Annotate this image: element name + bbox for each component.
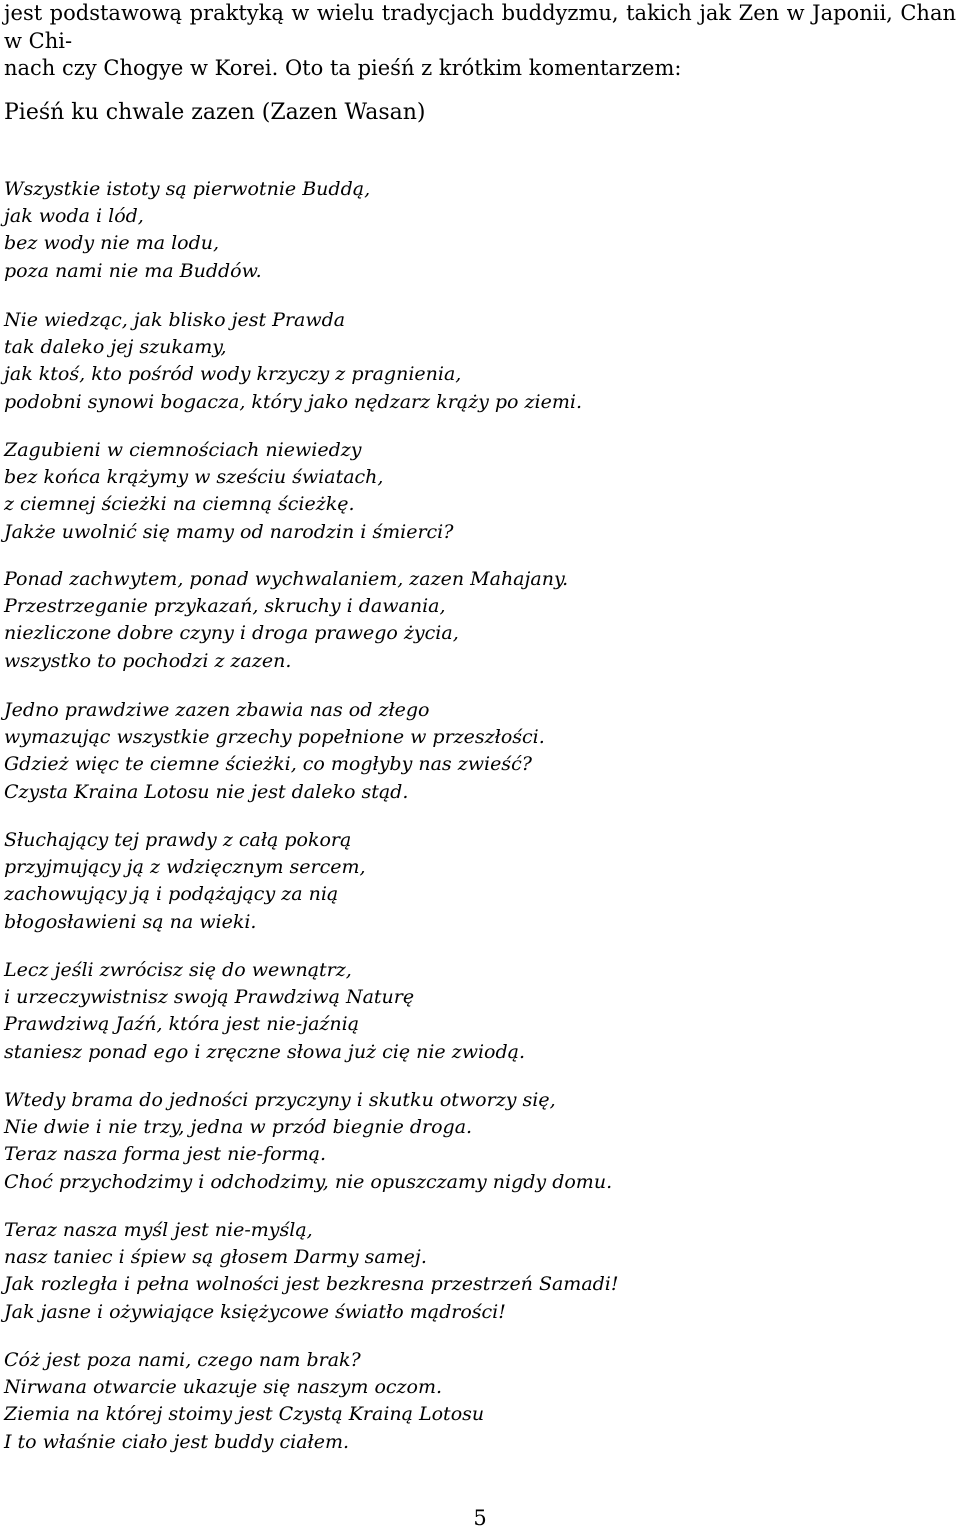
verse-line: Wtedy brama do jedności przyczyny i skutku otworzy się, [4, 1089, 556, 1111]
stanza-10 [4, 1347, 484, 1456]
verse-line: Jak rozległa i pełna wolności jest bezkresna przestrzeń Samadi! [4, 1273, 619, 1296]
stanza-9 [4, 1217, 619, 1326]
verse-line: Zagubieni w ciemnościach niewiedzy [4, 439, 362, 461]
verse-line: Słuchający tej prawdy z całą pokorą [4, 829, 352, 851]
verse-line: Teraz nasza myśl jest nie-myślą, [4, 1219, 313, 1241]
verse-line: z ciemnej ścieżki na ciemną ścieżkę. [4, 493, 355, 516]
verse-line: zachowujący ją i podążający za nią [4, 883, 339, 906]
verse-line: poza nami nie ma Buddów. [4, 259, 262, 282]
verse-line: Jedno prawdziwe zazen zbawia nas od złego [4, 699, 430, 721]
verse-line: Wszystkie istoty są pierwotnie Buddą, [4, 178, 371, 200]
verse-line: wymazując wszystkie grzechy popełnione w przeszłości. [4, 726, 545, 749]
stanza-6 [4, 827, 366, 936]
verse-line: bez końca krążymy w sześciu światach, [4, 466, 384, 489]
verse-line: Nie wiedząc, jak blisko jest Prawda [4, 309, 346, 331]
verse-line: Prawdziwą Jaźń, która jest nie-jaźnią [4, 1013, 360, 1036]
intro-line: jest podstawową praktyką w wielu tradycjach buddyzmu, takich jak Zen w Japonii, Chan w Chi- [4, 1, 956, 53]
verse-line: i urzeczywistnisz swoją Prawdziwą Naturę [4, 986, 415, 1009]
verse-line: Gdzież więc te ciemne ścieżki, co mogłyby nas zwieść? [4, 753, 532, 776]
verse-line: Ponad zachwytem, ponad wychwalaniem, zazen Mahajany. [4, 568, 569, 590]
section-title: Pieśń ku chwale zazen (Zazen Wasan) [4, 100, 426, 125]
verse-line: tak daleko jej szukamy, [4, 336, 227, 359]
verse-line: bez wody nie ma lodu, [4, 232, 220, 255]
verse-line: Teraz nasza forma jest nie-formą. [4, 1143, 327, 1166]
stanza-2 [4, 307, 582, 416]
stanza-4 [4, 566, 568, 675]
verse-line: niezliczone dobre czyny i droga prawego życia, [4, 622, 459, 645]
intro-line: nach czy Chogye w Korei. Oto ta pieśń z krótkim komentarzem: [4, 56, 682, 80]
verse-line: I to właśnie ciało jest buddy ciałem. [4, 1430, 350, 1453]
verse-line: przyjmujący ją z wdzięcznym sercem, [4, 856, 366, 879]
stanza-3 [4, 437, 453, 546]
stanza-7 [4, 957, 525, 1066]
verse-line: jak ktoś, kto pośród wody krzyczy z pragnienia, [4, 363, 462, 386]
page-number: 5 [473, 1506, 487, 1530]
verse-line: staniesz ponad ego i zręczne słowa już cię nie zwiodą. [4, 1040, 526, 1063]
stanza-5 [4, 697, 545, 806]
verse-line: Choć przychodzimy i odchodzimy, nie opuszczamy nigdy domu. [4, 1170, 613, 1193]
verse-line: podobni synowi bogacza, który jako nędzarz krąży po ziemi. [4, 390, 582, 413]
verse-line: błogosławieni są na wieki. [4, 910, 257, 933]
verse-line: Przestrzeganie przykazań, skruchy i dawania, [4, 595, 446, 618]
verse-line: Jakże uwolnić się mamy od narodzin i śmierci? [4, 520, 454, 543]
intro-paragraph [4, 0, 956, 83]
verse-line: Lecz jeśli zwrócisz się do wewnątrz, [4, 959, 352, 981]
verse-line: Cóż jest poza nami, czego nam brak? [4, 1349, 361, 1371]
stanza-1 [4, 176, 370, 285]
verse-line: Jak jasne i ożywiające księżycowe światło mądrości! [4, 1300, 506, 1323]
verse-line: Ziemia na której stoimy jest Czystą Krainą Lotosu [4, 1403, 485, 1426]
verse-line: wszystko to pochodzi z zazen. [4, 649, 292, 672]
verse-line: Nie dwie i nie trzy, jedna w przód biegnie droga. [4, 1116, 473, 1139]
verse-line: nasz taniec i śpiew są głosem Darmy samej. [4, 1246, 427, 1269]
verse-line: Nirwana otwarcie ukazuje się naszym oczom. [4, 1376, 443, 1399]
verse-line: Czysta Kraina Lotosu nie jest daleko stąd. [4, 780, 409, 803]
verse-line: jak woda i lód, [4, 205, 144, 228]
stanza-8 [4, 1087, 612, 1196]
